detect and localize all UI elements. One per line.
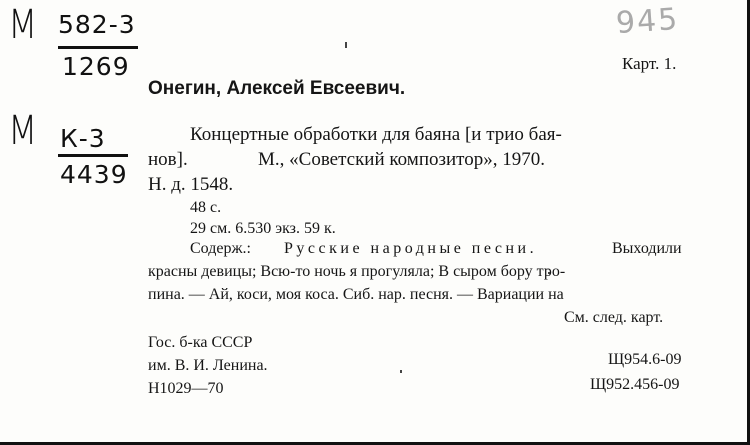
class-code-2: Щ952.456-09 — [590, 376, 680, 393]
handwritten-code-bottom: К-3 — [60, 124, 106, 153]
handwritten-number-bottom: 4439 — [60, 160, 128, 189]
library-line-2: им. В. И. Ленина. — [148, 357, 268, 374]
title-line-1: Концертные обработки для баяна [и трио бая- — [190, 124, 562, 145]
plate-number: Н. д. 1548. — [148, 174, 234, 195]
contents-label: Содерж.: — [190, 240, 251, 257]
author-heading: Онегин, Алексей Евсеевич. — [148, 78, 406, 99]
pagination: 48 с. — [190, 199, 222, 216]
format-edition-price: 29 см. 6.530 экз. 59 к. — [190, 220, 336, 237]
handwritten-underline-top — [58, 46, 138, 49]
handwritten-number-top: 1269 — [62, 52, 130, 81]
stray-mark — [400, 370, 402, 373]
pencil-note: 945 — [614, 1, 681, 42]
contents-line-1-rest: Выходили — [612, 240, 682, 257]
contents-line-2: красны девицы; Всю-то ночь я прогуляла; В сыром бору тро- — [148, 263, 566, 280]
stray-mark — [345, 42, 347, 48]
class-code-1: Щ954.6-09 — [608, 351, 682, 368]
handwritten-letter-top: М — [8, 2, 38, 48]
library-line-3: Н1029—70 — [148, 380, 224, 397]
contents-line-3: пина. — Ай, коси, моя коса. Сиб. нар. песня. — Вариации на — [148, 286, 564, 303]
handwritten-code-top: 582-3 — [58, 10, 136, 39]
title-line-2: нов]. — [148, 149, 188, 170]
handwritten-underline-bottom — [58, 154, 128, 157]
contents-section-title: Русские народные песни. — [284, 240, 538, 257]
see-next-card: См. след. карт. — [564, 309, 664, 326]
handwritten-letter-bottom: М — [8, 108, 38, 154]
imprint: М., «Советский композитор», 1970. — [258, 149, 545, 170]
card-label: Карт. 1. — [622, 54, 677, 73]
library-line-1: Гос. б-ка СССР — [148, 334, 253, 351]
